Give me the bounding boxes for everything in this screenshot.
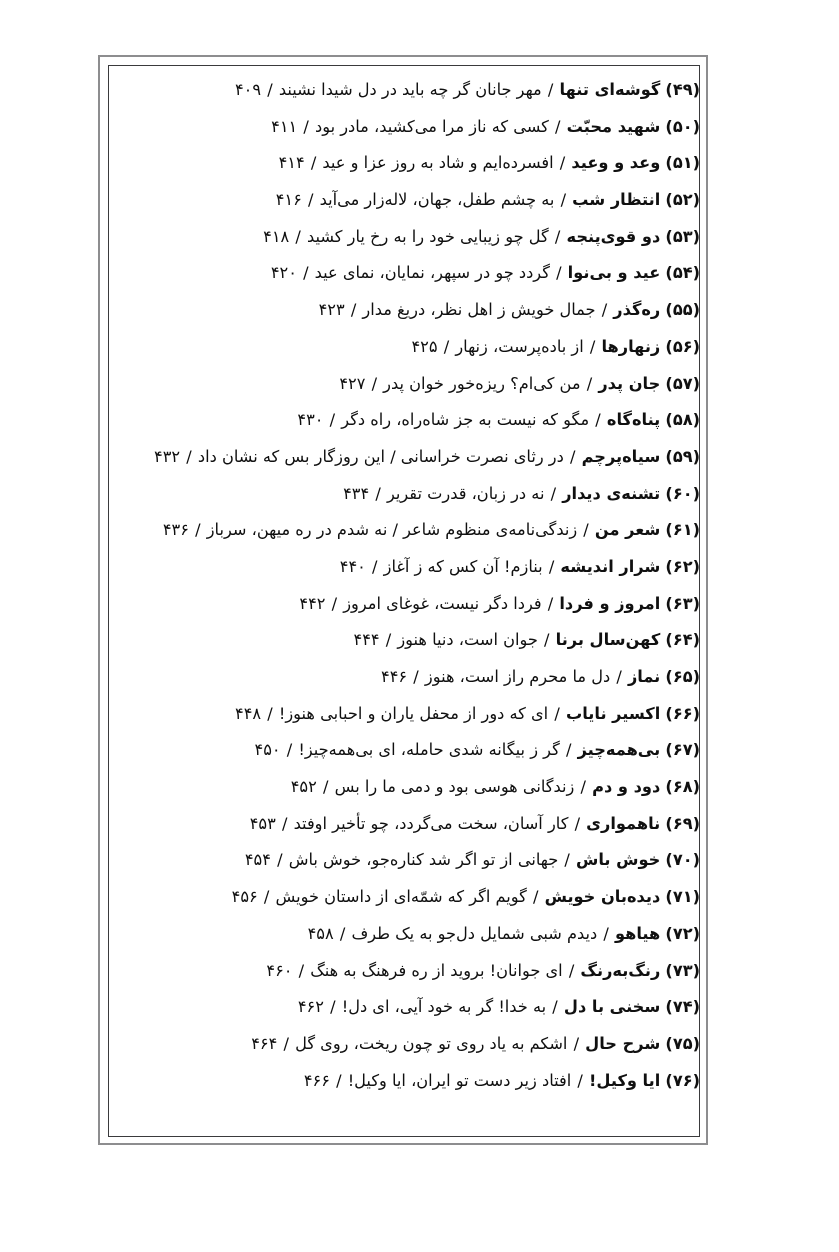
toc-entry[interactable]: [118, 402, 700, 439]
toc-entry-page-number[interactable]: ۴۵۲: [290, 777, 317, 797]
toc-entry-first-line: اشکم به یاد روی تو چون ریخت، روی گل: [295, 1033, 568, 1053]
toc-page-separator: /: [370, 483, 386, 503]
toc-entry[interactable]: [118, 732, 700, 769]
toc-entry[interactable]: [118, 366, 700, 403]
toc-entry[interactable]: [118, 806, 700, 843]
toc-entry-first-line: گر ز بیگانه شدی حامله، ای بی‌همه‌چیز!: [298, 740, 560, 760]
toc-entry-page-number[interactable]: ۴۴۴: [353, 630, 380, 650]
toc-entry-title[interactable]: ره‌گذر: [613, 300, 661, 320]
toc-entry[interactable]: [118, 696, 700, 733]
toc-entry-page-number[interactable]: ۴۵۰: [254, 740, 281, 760]
toc-title-separator: /: [549, 116, 566, 136]
table-of-contents-list: [118, 72, 700, 1099]
toc-title-separator: /: [598, 923, 614, 943]
toc-page-separator: /: [408, 667, 424, 686]
toc-entry-first-line: کار آسان، سخت می‌گردد، چو تأخیر اوفتد: [293, 813, 569, 833]
toc-entry-number: (۷۳): [665, 960, 700, 980]
toc-entry[interactable]: [118, 953, 700, 990]
toc-entry-title[interactable]: نماز: [627, 667, 661, 686]
toc-title-separator: /: [527, 887, 544, 907]
toc-title-separator: /: [547, 997, 563, 1017]
toc-entry-number: (۶۶): [665, 703, 700, 723]
toc-entry-number: (۷۶): [665, 1070, 700, 1090]
toc-entry[interactable]: [118, 1063, 700, 1100]
toc-entry-number: (۷۴): [665, 997, 700, 1017]
toc-entry-title[interactable]: خوش باش: [575, 850, 661, 870]
toc-entry[interactable]: [118, 292, 700, 329]
toc-title-separator: /: [590, 410, 606, 430]
toc-page-separator: /: [278, 1033, 295, 1053]
toc-title-separator: /: [584, 336, 601, 356]
toc-entry[interactable]: [118, 769, 700, 806]
toc-entry-page-number[interactable]: ۴۶۰: [266, 960, 293, 980]
toc-title-separator: /: [538, 630, 555, 650]
toc-page-separator: /: [298, 116, 314, 136]
toc-entry-title[interactable]: امروز و فردا: [559, 593, 661, 613]
toc-entry[interactable]: [118, 1026, 700, 1063]
toc-page-separator: /: [330, 1070, 347, 1090]
toc-page-separator: /: [380, 630, 397, 650]
toc-entry-first-line: من کی‌ام؟ ریزه‌خور خوان پدر: [383, 373, 581, 393]
toc-entry[interactable]: [118, 72, 700, 109]
toc-page-separator: /: [366, 556, 383, 576]
toc-title-separator: /: [581, 373, 598, 393]
toc-entry-number: (۶۲): [665, 556, 700, 576]
toc-entry-page-number[interactable]: ۴۶۴: [251, 1033, 278, 1053]
toc-page-separator: /: [324, 410, 341, 430]
toc-entry-page-number[interactable]: ۴۱۶: [275, 190, 302, 210]
toc-page-separator: /: [281, 740, 298, 760]
toc-entry-page-number[interactable]: ۴۲۷: [339, 373, 366, 393]
toc-title-separator: /: [575, 777, 592, 797]
toc-entry-first-line: دیدم شبی شمایل دل‌جو به یک طرف: [351, 923, 598, 943]
toc-entry-page-number[interactable]: ۴۶۲: [297, 997, 324, 1017]
toc-entry-title[interactable]: گوشه‌ای تنها: [559, 80, 661, 99]
toc-entry-number: (۷۰): [665, 850, 700, 870]
toc-entry-first-line: گردد چو در سپهر، نمایان، نمای عید: [314, 263, 550, 283]
toc-entry-page-number[interactable]: ۴۳۰: [297, 410, 324, 430]
toc-title-separator: /: [545, 483, 562, 503]
toc-entry[interactable]: [118, 512, 700, 549]
toc-entry-title[interactable]: انتظار شب: [572, 190, 661, 210]
toc-title-separator: /: [559, 850, 575, 870]
toc-entry[interactable]: [118, 879, 700, 916]
toc-entry-title[interactable]: سیاه‌پرچم: [581, 446, 661, 466]
toc-title-separator: /: [549, 226, 566, 246]
toc-entry-title[interactable]: بی‌همه‌چیز: [577, 740, 661, 760]
toc-entry-title[interactable]: شهید محبّت: [566, 116, 661, 136]
toc-entry[interactable]: [118, 219, 700, 256]
toc-entry-number: (۶۰): [665, 483, 700, 503]
toc-entry-title[interactable]: ناهمواری: [586, 813, 661, 833]
toc-entry[interactable]: [118, 145, 700, 182]
toc-title-separator: /: [569, 813, 586, 833]
toc-title-separator: /: [578, 520, 594, 540]
toc-entry-first-line: مهر جانان گر چه باید در دل شیدا نشیند: [278, 80, 542, 99]
toc-entry-first-line: به خدا! گر به خود آیی، ای دل!: [341, 997, 547, 1017]
toc-entry[interactable]: [118, 329, 700, 366]
toc-entry-title[interactable]: رنگ‌به‌رنگ: [580, 960, 661, 980]
toc-title-separator: /: [564, 446, 581, 466]
toc-entry-title[interactable]: دیده‌بان خویش: [544, 887, 661, 907]
toc-entry-page-number[interactable]: ۴۳۲: [154, 446, 181, 466]
toc-entry-number: (۵۴): [665, 263, 700, 283]
toc-entry-first-line: در رثای نصرت خراسانی / این روزگار بس که نشان داد: [197, 446, 564, 466]
toc-page-separator: /: [290, 226, 306, 246]
toc-entry-first-line: افسرده‌ایم و شاد به روز عزا و عید: [322, 153, 554, 173]
toc-entry-title[interactable]: شعر من: [594, 520, 661, 540]
toc-entry-title[interactable]: شرار اندیشه: [560, 556, 661, 576]
toc-entry-number: (۵۳): [665, 226, 700, 246]
toc-entry[interactable]: [118, 622, 700, 659]
toc-page-separator: /: [305, 153, 322, 173]
toc-entry-page-number[interactable]: ۴۱۸: [263, 226, 290, 246]
toc-entry-title[interactable]: اکسیر نایاب: [565, 703, 661, 723]
toc-entry-number: (۵۷): [665, 373, 700, 393]
toc-entry[interactable]: [118, 439, 700, 476]
toc-entry-first-line: ای جوانان! بروید از ره فرهنگ به هنگ: [310, 960, 563, 980]
toc-entry-page-number[interactable]: ۴۰۹: [234, 80, 262, 99]
toc-entry-title[interactable]: دو قوی‌پنجه: [566, 226, 661, 246]
toc-entry-number: (۵۶): [665, 336, 700, 356]
toc-page-separator: /: [181, 446, 197, 466]
toc-title-separator: /: [611, 667, 627, 686]
toc-entry-page-number[interactable]: ۴۵۳: [249, 813, 276, 833]
toc-entry-first-line: جهانی از تو اگر شد کناره‌جو، خوش باش: [288, 850, 559, 870]
toc-entry-page-number[interactable]: ۴۲۵: [411, 336, 438, 356]
toc-entry-page-number[interactable]: ۴۵۴: [244, 850, 271, 870]
toc-title-separator: /: [550, 263, 567, 283]
toc-entry-first-line: فردا دگر نیست، غوغای امروز: [343, 593, 542, 613]
toc-title-separator: /: [572, 1070, 588, 1090]
toc-entry[interactable]: [118, 109, 700, 146]
toc-entry-number: (۶۴): [665, 630, 700, 650]
toc-entry[interactable]: [118, 586, 700, 623]
toc-entry-title[interactable]: زنهارها: [601, 336, 661, 356]
toc-entry-page-number[interactable]: ۴۵۸: [307, 923, 334, 943]
toc-entry-first-line: ای که دور از محفل یاران و احبابی هنوز!: [278, 703, 549, 723]
toc-title-separator: /: [554, 153, 571, 173]
toc-entry-title[interactable]: تشنه‌ی دیدار: [562, 483, 661, 503]
toc-page-separator: /: [293, 960, 310, 980]
toc-entry-page-number[interactable]: ۴۶۶: [303, 1070, 330, 1090]
toc-page-separator: /: [345, 300, 362, 320]
toc-entry-title[interactable]: عید و بی‌نوا: [567, 263, 661, 283]
toc-page-separator: /: [276, 813, 293, 833]
toc-entry-title[interactable]: پناه‌گاه: [606, 410, 661, 430]
toc-title-separator: /: [568, 1033, 585, 1053]
toc-entry-page-number[interactable]: ۴۳۴: [343, 483, 370, 503]
toc-page-separator: /: [262, 703, 278, 723]
toc-entry-first-line: جمال خویش ز اهل نظر، دریغ مدار: [362, 300, 596, 320]
toc-entry-number: (۵۵): [665, 300, 700, 320]
toc-entry[interactable]: [118, 659, 700, 696]
toc-page-separator: /: [189, 520, 206, 540]
toc-entry-page-number[interactable]: ۴۲۰: [270, 263, 297, 283]
toc-entry-first-line: به چشم طفل، جهان، لاله‌زار می‌آید: [319, 190, 555, 210]
toc-page-separator: /: [258, 887, 275, 907]
toc-page-separator: /: [334, 923, 351, 943]
toc-entry[interactable]: [118, 549, 700, 586]
toc-entry-number: (۴۹): [665, 80, 700, 99]
toc-page-separator: /: [438, 336, 455, 356]
toc-page-separator: /: [324, 997, 341, 1017]
toc-title-separator: /: [549, 703, 565, 723]
toc-entry[interactable]: [118, 842, 700, 879]
toc-entry-page-number[interactable]: ۴۴۶: [381, 667, 408, 686]
toc-entry-first-line: افتاد زیر دست تو ایران، ایا وکیل!: [347, 1070, 572, 1090]
toc-entry-first-line: مگو که نیست به جز شاه‌راه، راه دگر: [341, 410, 590, 430]
toc-entry-page-number[interactable]: ۴۵۶: [231, 887, 258, 907]
toc-title-separator: /: [563, 960, 580, 980]
toc-entry-first-line: بنازم! آن کس که ز آغاز: [383, 556, 543, 576]
toc-entry-number: (۵۰): [665, 116, 700, 136]
toc-entry-number: (۶۷): [665, 740, 700, 760]
toc-entry-number: (۶۱): [665, 520, 700, 540]
toc-page-separator: /: [366, 373, 383, 393]
toc-entry-title[interactable]: شرح حال: [585, 1033, 661, 1053]
toc-entry-first-line: زندگانی هوسی بود و دمی ما را بس: [334, 777, 575, 797]
toc-title-separator: /: [543, 556, 560, 576]
toc-entry-first-line: گل چو زیبایی خود را به رخ یار کشید: [306, 226, 549, 246]
toc-entry-page-number[interactable]: ۴۳۶: [162, 520, 189, 540]
toc-entry-number: (۵۹): [665, 446, 700, 466]
toc-entry-page-number[interactable]: ۴۴۰: [339, 556, 366, 576]
toc-entry-first-line: نه در زبان، قدرت تقریر: [386, 483, 545, 503]
toc-title-separator: /: [542, 80, 559, 99]
toc-entry-page-number[interactable]: ۴۴۲: [299, 593, 326, 613]
toc-page-separator: /: [262, 80, 278, 99]
toc-entry[interactable]: [118, 916, 700, 953]
toc-entry[interactable]: [118, 182, 700, 219]
toc-title-separator: /: [596, 300, 613, 320]
toc-entry-title[interactable]: دود و دم: [592, 777, 661, 797]
toc-entry-title[interactable]: وعد و وعید: [571, 153, 661, 173]
toc-entry-page-number[interactable]: ۴۴۸: [235, 703, 262, 723]
toc-page-separator: /: [326, 593, 343, 613]
toc-entry-page-number[interactable]: ۴۱۴: [278, 153, 305, 173]
toc-entry-title[interactable]: کهن‌سال برنا: [555, 630, 661, 650]
toc-entry[interactable]: [118, 989, 700, 1026]
toc-page-separator: /: [317, 777, 334, 797]
toc-entry-title[interactable]: هیاهو: [614, 923, 661, 943]
toc-entry-number: (۶۹): [665, 813, 700, 833]
toc-entry-title[interactable]: جان پدر: [598, 373, 661, 393]
toc-entry-first-line: دل ما محرم راز است، هنوز: [424, 667, 611, 686]
toc-entry[interactable]: [118, 255, 700, 292]
toc-entry-number: (۶۵): [665, 667, 700, 686]
toc-entry-first-line: کسی که ناز مرا می‌کشید، مادر بود: [315, 116, 549, 136]
toc-entry-number: (۶۸): [665, 777, 700, 797]
toc-entry-number: (۵۲): [665, 190, 700, 210]
toc-entry-first-line: از باده‌پرست، زنهار: [455, 336, 584, 356]
toc-entry-page-number[interactable]: ۴۲۳: [318, 300, 345, 320]
toc-entry-number: (۶۳): [665, 593, 700, 613]
toc-entry-number: (۷۱): [665, 887, 700, 907]
toc-entry-number: (۵۸): [665, 410, 700, 430]
toc-entry-title[interactable]: سخنی با دل: [563, 997, 661, 1017]
toc-page-separator: /: [302, 190, 319, 210]
toc-page-separator: /: [297, 263, 314, 283]
toc-entry-number: (۵۱): [665, 153, 700, 173]
toc-title-separator: /: [542, 593, 559, 613]
toc-title-separator: /: [560, 740, 577, 760]
toc-entry[interactable]: [118, 476, 700, 513]
toc-entry-number: (۷۵): [665, 1033, 700, 1053]
toc-title-separator: /: [555, 190, 572, 210]
toc-entry-first-line: گویم اگر که شمّه‌ای از داستان خویش: [275, 887, 527, 907]
toc-entry-first-line: زندگی‌نامه‌ی منظوم شاعر / نه شدم در ره میهن، سرباز: [206, 520, 578, 540]
toc-page-separator: /: [271, 850, 288, 870]
toc-entry-number: (۷۲): [665, 923, 700, 943]
toc-entry-title[interactable]: ایا وکیل!: [589, 1070, 661, 1090]
toc-entry-page-number[interactable]: ۴۱۱: [271, 116, 298, 136]
toc-entry-first-line: جوان است، دنیا هنوز: [397, 630, 538, 650]
